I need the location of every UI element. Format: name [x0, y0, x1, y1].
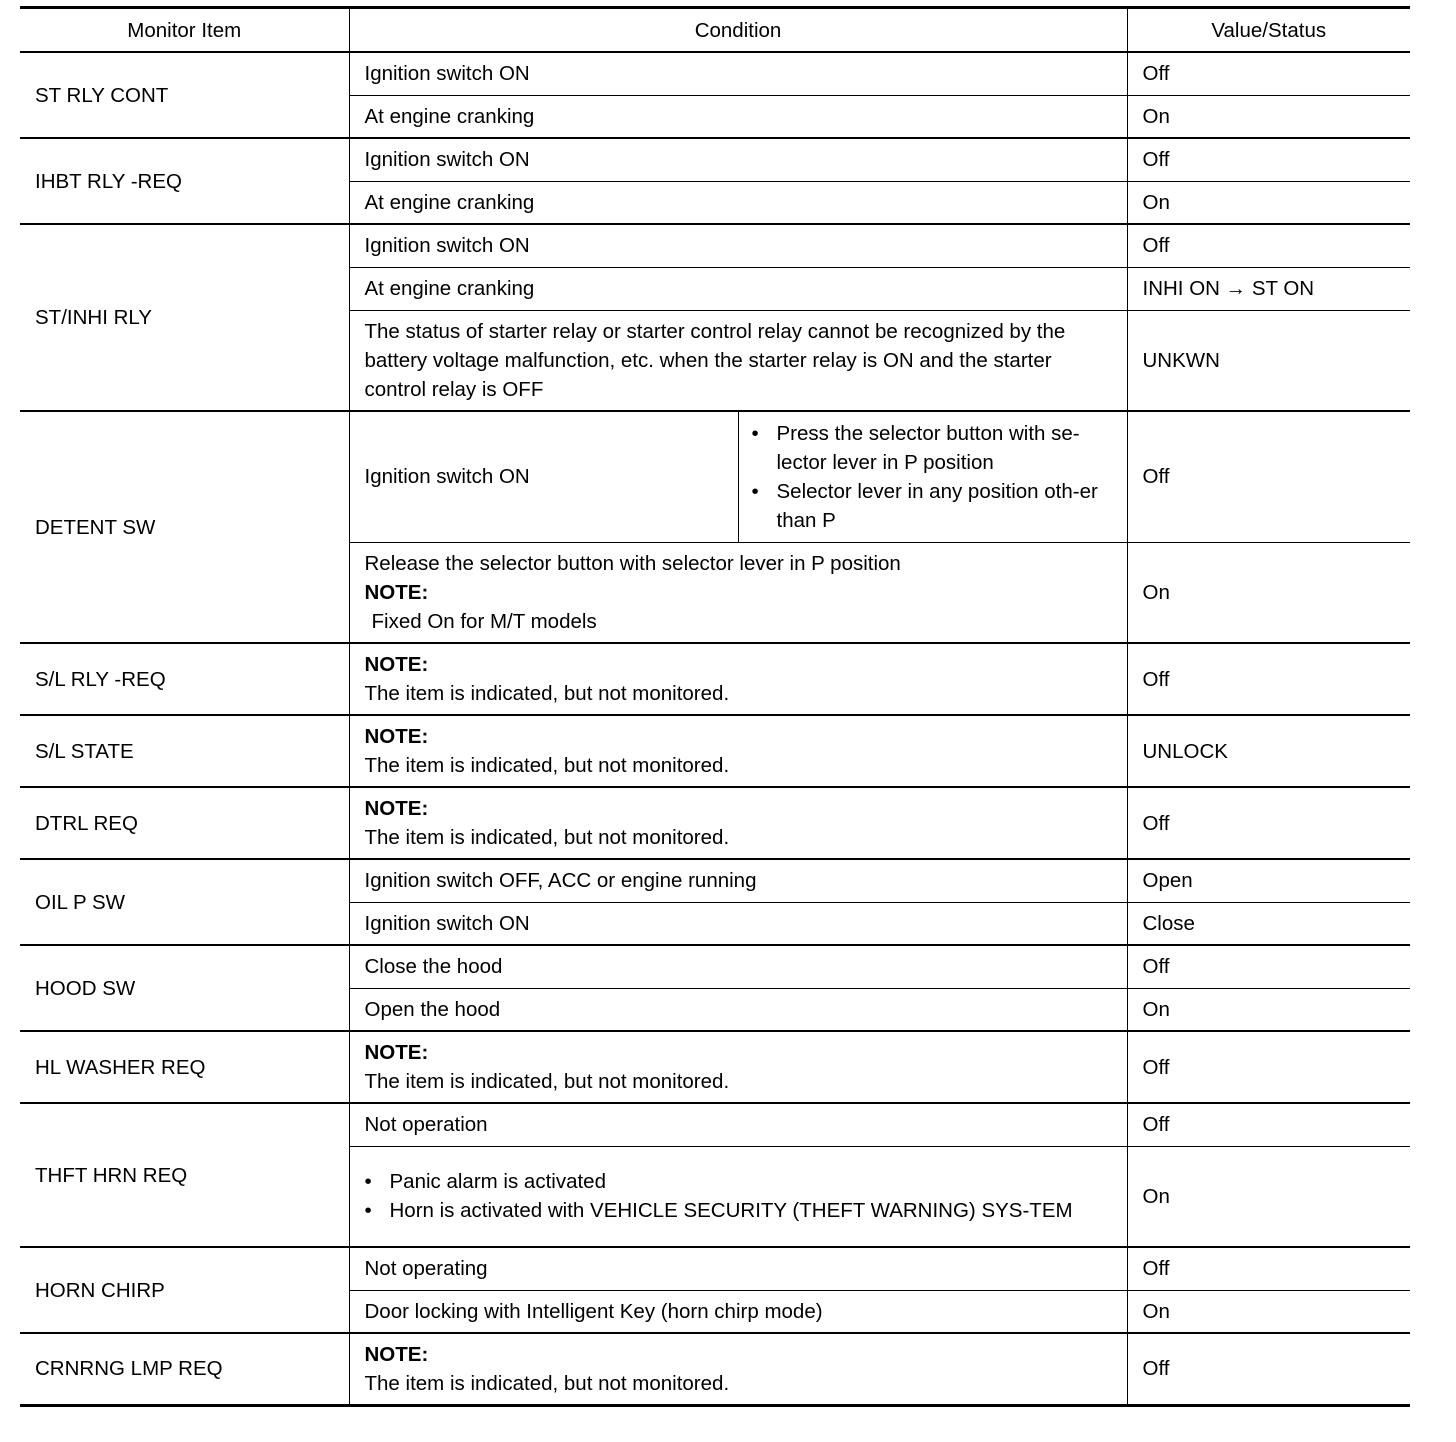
sub-condition-list — [752, 419, 1121, 535]
monitor-item-sl-state: S/L STATE — [20, 715, 349, 787]
note-text: Fixed On for M/T models — [371, 609, 597, 633]
table-row — [20, 1247, 1410, 1290]
value-cell: Off — [1127, 945, 1410, 988]
condition-cell: At engine cranking — [349, 95, 1127, 138]
condition-cell: Close the hood — [349, 945, 1127, 988]
value-cell: On — [1127, 542, 1410, 643]
monitor-item-detent-sw: DETENT SW — [20, 411, 349, 643]
value-cell: Open — [1127, 859, 1410, 902]
value-cell: Off — [1127, 224, 1410, 267]
value-cell: On — [1127, 1146, 1410, 1247]
monitor-item-sl-rly-req: S/L RLY -REQ — [20, 643, 349, 715]
value-cell: Off — [1127, 1247, 1410, 1290]
table-row — [20, 411, 1410, 542]
condition-cell: Ignition switch ON — [349, 411, 738, 542]
condition-cell: Ignition switch ON — [349, 224, 1127, 267]
table-row — [20, 643, 1410, 715]
list-item-text: Selector lever in any position oth-er than P — [776, 479, 1098, 532]
condition-cell — [349, 643, 1127, 715]
condition-cell: Ignition switch ON — [349, 902, 1127, 945]
monitor-item-hood-sw: HOOD SW — [20, 945, 349, 1031]
value-cell: Off — [1127, 1103, 1410, 1146]
monitor-item-st-inhi-rly: ST/INHI RLY — [20, 224, 349, 411]
monitor-item-hl-washer-req: HL WASHER REQ — [20, 1031, 349, 1103]
condition-cell: Ignition switch OFF, ACC or engine running — [349, 859, 1127, 902]
note-label: NOTE: — [364, 1041, 429, 1064]
bullet-icon: • — [751, 479, 759, 503]
value-cell: On — [1127, 95, 1410, 138]
table-row — [20, 787, 1410, 859]
note-text: The item is indicated, but not monitored. — [364, 754, 730, 777]
value-cell: Off — [1127, 643, 1410, 715]
list-item — [365, 1196, 1119, 1225]
value-cell: On — [1127, 181, 1410, 224]
table-row — [20, 224, 1410, 267]
condition-list — [365, 1167, 1119, 1225]
condition-cell — [349, 542, 1127, 643]
value-cell: INHI ON → ST ON — [1127, 267, 1410, 310]
monitor-item-horn-chirp: HORN CHIRP — [20, 1247, 349, 1333]
table-row — [20, 1333, 1410, 1405]
condition-text: Release the selector button with selector lever in P position — [364, 551, 901, 575]
condition-cell — [349, 715, 1127, 787]
monitor-item-crnrng-lmp-req: CRNRNG LMP REQ — [20, 1333, 349, 1405]
value-cell: Close — [1127, 902, 1410, 945]
condition-cell: At engine cranking — [349, 181, 1127, 224]
monitor-item-st-rly-cont: ST RLY CONT — [20, 52, 349, 138]
note-text: The item is indicated, but not monitored. — [364, 1070, 730, 1093]
list-item — [752, 419, 1121, 477]
monitor-item-dtrl-req: DTRL REQ — [20, 787, 349, 859]
list-item-text: Horn is activated with VEHICLE SECURITY (THEFT WARNING) SYS-TEM — [389, 1199, 1073, 1223]
table-row — [20, 945, 1410, 988]
value-cell: UNKWN — [1127, 310, 1410, 411]
note-text: The item is indicated, but not monitored. — [364, 1371, 730, 1395]
header-value-status: Value/Status — [1127, 8, 1410, 53]
table-row — [20, 859, 1410, 902]
note-text: The item is indicated, but not monitored. — [364, 682, 730, 705]
note-label: NOTE: — [364, 797, 429, 820]
note-label: NOTE: — [364, 580, 429, 604]
bullet-icon: • — [751, 421, 759, 445]
note-text: The item is indicated, but not monitored. — [364, 826, 730, 849]
condition-cell — [349, 1146, 1127, 1247]
condition-cell: Door locking with Intelligent Key (horn chirp mode) — [349, 1290, 1127, 1333]
condition-cell: At engine cranking — [349, 267, 1127, 310]
sub-condition-cell — [738, 411, 1127, 542]
condition-cell: Not operating — [349, 1247, 1127, 1290]
monitor-item-thft-hrn-req: THFT HRN REQ — [20, 1103, 349, 1247]
value-cell: On — [1127, 1290, 1410, 1333]
table-row — [20, 1103, 1410, 1146]
table-row — [20, 715, 1410, 787]
condition-cell — [349, 1333, 1127, 1405]
value-cell: UNLOCK — [1127, 715, 1410, 787]
list-item — [752, 477, 1121, 535]
list-item — [365, 1167, 1119, 1196]
monitor-table — [20, 6, 1410, 1407]
value-cell: Off — [1127, 787, 1410, 859]
monitor-item-oil-p-sw: OIL P SW — [20, 859, 349, 945]
table-row — [20, 1031, 1410, 1103]
list-item-text: Press the selector button with se-lector lever in P position — [776, 421, 1080, 474]
value-cell: On — [1127, 988, 1410, 1031]
list-item-text: Panic alarm is activated — [389, 1170, 606, 1194]
value-cell: Off — [1127, 138, 1410, 181]
value-cell: Off — [1127, 1333, 1410, 1405]
table-header-row — [20, 8, 1410, 53]
condition-cell: Not operation — [349, 1103, 1127, 1146]
value-cell: Off — [1127, 1031, 1410, 1103]
header-monitor-item: Monitor Item — [20, 8, 349, 53]
value-cell: Off — [1127, 52, 1410, 95]
bullet-icon: • — [364, 1170, 372, 1194]
condition-cell: Ignition switch ON — [349, 138, 1127, 181]
condition-cell — [349, 1031, 1127, 1103]
table-row — [20, 52, 1410, 95]
condition-cell: The status of starter relay or starter control relay cannot be recognized by the battery voltage malfunction, etc. when the starter relay is ON and the starter control relay is OFF — [349, 310, 1127, 411]
monitor-item-ihbt-rly-req: IHBT RLY -REQ — [20, 138, 349, 224]
note-label: NOTE: — [364, 1342, 429, 1366]
bullet-icon: • — [364, 1199, 372, 1223]
condition-cell — [349, 787, 1127, 859]
value-cell: Off — [1127, 411, 1410, 542]
condition-cell: Open the hood — [349, 988, 1127, 1031]
header-condition: Condition — [349, 8, 1127, 53]
note-label: NOTE: — [364, 653, 429, 676]
note-label: NOTE: — [364, 725, 429, 748]
condition-cell: Ignition switch ON — [349, 52, 1127, 95]
table-row — [20, 138, 1410, 181]
